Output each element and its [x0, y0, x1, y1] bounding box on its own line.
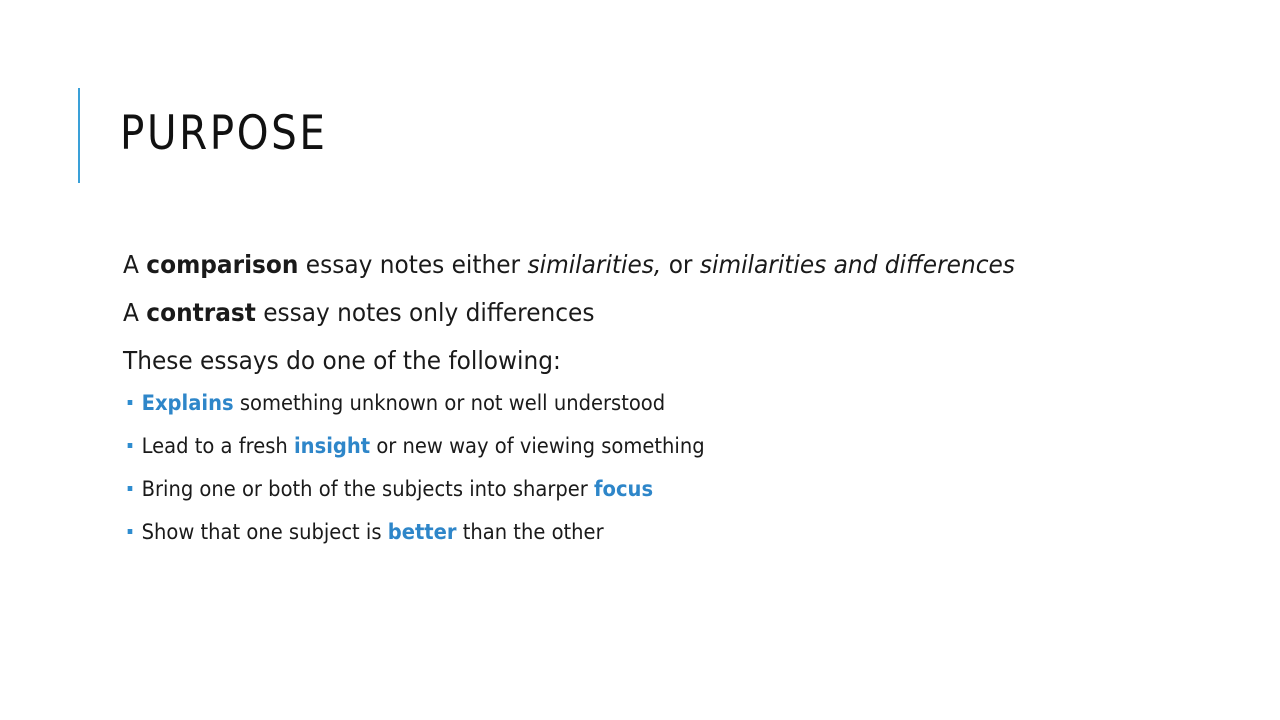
bullet-keyword: better [387, 520, 457, 544]
bullet-keyword: insight [293, 434, 371, 458]
bullet-item-explains [123, 382, 1016, 425]
comparison-term: comparison [146, 250, 299, 279]
comparison-italic-2: similarities and differences [699, 250, 1015, 279]
contrast-text-1: A [123, 298, 147, 327]
purpose-bullet-list [123, 382, 1083, 554]
bullet-item-focus [123, 468, 1016, 511]
lead-paragraph: These essays do one of the following: [123, 346, 561, 375]
bullet-item-insight [123, 425, 1016, 468]
slide-body [123, 246, 1083, 554]
bullet-keyword: focus [594, 477, 654, 501]
comparison-text-2: essay notes either [298, 250, 528, 279]
square-bullet-icon [128, 486, 133, 491]
bullet-text-before: Show that one subject is [141, 520, 388, 544]
bullet-keyword: Explains [141, 391, 234, 415]
bullet-text-before: Lead to a fresh [141, 434, 294, 458]
comparison-text-3: or [661, 250, 700, 279]
comparison-italic-1: similarities, [527, 250, 662, 279]
contrast-paragraph [123, 294, 1081, 331]
bullet-text-after: than the other [456, 520, 604, 544]
slide-title: PURPOSE [120, 106, 328, 161]
bullet-item-better [123, 511, 1016, 554]
bullet-text-after: something unknown or not well understood [233, 391, 666, 415]
title-accent-bar [78, 88, 80, 183]
square-bullet-icon [128, 529, 133, 534]
contrast-text-2: essay notes only differences [255, 298, 595, 327]
comparison-paragraph [123, 246, 1081, 283]
square-bullet-icon [128, 400, 133, 405]
bullet-text-before: Bring one or both of the subjects into sharper [141, 477, 595, 501]
bullet-text-after: or new way of viewing something [370, 434, 705, 458]
square-bullet-icon [128, 443, 133, 448]
comparison-text-1: A [123, 250, 147, 279]
contrast-term: contrast [146, 298, 256, 327]
